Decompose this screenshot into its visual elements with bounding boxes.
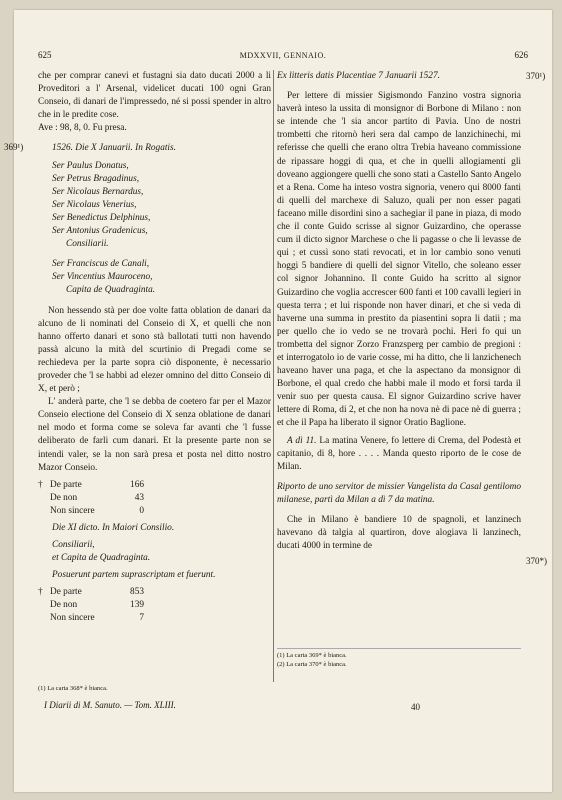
- margin-note: 370*): [526, 556, 547, 566]
- name-entry: Ser Benedictus Delphinus,: [52, 212, 151, 223]
- vote-row: De non 43: [50, 492, 144, 503]
- name-entry: Ser Antonius Gradenicus,: [52, 226, 148, 237]
- dagger-icon: †: [38, 479, 43, 490]
- footnote-left: [38, 684, 271, 693]
- paragraph: [277, 435, 521, 474]
- margin-note: 369¹): [4, 142, 24, 152]
- paragraph: Per lettere di missier Sigismondo Fanzino vostra signoria haverà inteso la ussita di monsignor di Borbone di Milano : non se intende che 'l sia ancor partito di Pavia. Uno de nostri trombetti che ritornò heri sera dal campo de lanzichinechi, mi referisse che quelli che erano oltra Trebia haveano commissione de ripassare hoggi di qua, et che in quelli allogiamenti gli doveano aggiongere quelli che sono stati a Castello Santo Angelo et a Rena. Come ha inteso vostra signoria, venero qui 8000 fanti di quelli del marchexe di Saluzo, quali per non esser pagati faceano mille disordini sino a sachegiar il pane in piaza, di modo che il conte Guido scrisse al signor Guizardino, che operasse cum il dicto signor Marchese o che li pagasse o che li levasse de qui ; et cussì sono stati revocati, et in lor cambio sono venuti hoggi 5 bandiere di quelli del signor Vitello, che soleano esser col signor Johannino. Il conte Guido ha scritto al signor Guizardino che voglia accrescer 600 fanti et 100 cavalli legieri in questa terra ; et lui risponde non haver dinari, et che si veda di haverne una summa in prestito da piasentini sopra li datii ; ma per quello che io vedo se ne trovarà pochi. Heri fo qui un trombetta del signor Zorzo Franzsperg per cambio de pregioni : et interrogatolo io de varie cosse, mi ha ditto, che li lanzichenech haveano haver una paga, et che la aspectano da monsignor di Borbone, el qual credo che habbi male il modo et forsi tarda il venir suo per questa causa. El signor Guizardino scrive haver lettere di Roma, di 2, et che non ha nova nè di pace nè di guerra ; et che il Papa ha liberato il signor Oratio Baglione.: [277, 91, 521, 429]
- name-entry: et Capita de Quadraginta.: [52, 552, 151, 563]
- footnotes-right: [277, 648, 521, 669]
- column-divider: [273, 70, 274, 682]
- page-number-left: 625: [38, 50, 52, 60]
- name-entry: Ser Nicolaus Bernardus,: [52, 186, 144, 197]
- margin-note: 370¹): [526, 71, 546, 81]
- name-entry: Consiliarii.: [66, 239, 109, 250]
- tally-line: Ave : 98, 8, 0. Fu presa.: [38, 123, 127, 134]
- names-list-councillors: [38, 160, 271, 252]
- footnote: (1) La carta 369* è bianca.: [277, 652, 347, 659]
- name-entry: Capita de Quadraginta.: [66, 285, 156, 296]
- vote-tally-1: [38, 479, 271, 518]
- names-list-capita: [38, 258, 271, 297]
- posuerunt-line: Posuerunt partem suprascriptam et fuerunt.: [52, 570, 216, 580]
- vote-tally-2: [38, 586, 271, 625]
- page-number: 40: [411, 702, 420, 712]
- name-entry: Ser Vincentius Mauroceno,: [52, 272, 153, 283]
- name-entry: Ser Paulus Donatus,: [52, 160, 129, 171]
- right-column: [277, 70, 521, 553]
- running-title: MDXXVII, GENNAIO.: [239, 51, 327, 60]
- vote-row: † De parte 853: [50, 586, 271, 599]
- paragraph: L' anderà parte, che 'l se debba de coetero far per el Mazor Conseio electione del Conseio di X senza oblatione de danari nel modo et forma come se soleva far avanti che 'l fusse deliberato de farli cum danari. Et la presente parte non se intendi valer, se la non sarà presa et posta nel ditto nostro Mazor Conseio.: [38, 397, 271, 473]
- paragraph-text: La matina Venere, fo lettere di Crema, del Podestà et capitanio, di 8, hore . . . . Manda questo riporto de le cose de Milan.: [277, 435, 521, 472]
- name-entry: Ser Nicolaus Venerius,: [52, 199, 137, 210]
- letter-heading: Ex litteris datis Placentiae 7 Januarii 1527.: [277, 71, 440, 81]
- page-number-right: 626: [514, 50, 528, 60]
- dagger-icon: †: [38, 587, 43, 598]
- names-list-consiliarii: [38, 539, 271, 565]
- page-header: [14, 50, 552, 64]
- vote-row: † De parte 166: [50, 479, 271, 492]
- left-column: [38, 70, 271, 625]
- signature-line: I Diarii di M. Sanuto. — Tom. XLIII.: [44, 700, 176, 710]
- name-entry: Ser Petrus Bragadinus,: [52, 173, 140, 184]
- footnote: (1) La carta 368* è bianca.: [38, 685, 108, 692]
- paragraph: Che in Milano è bandiere 10 de spagnoli, et lanzinech havevano dà talgia al quartiron, dove alogiava li lanzinech, ducati 4000 in termine de: [277, 515, 521, 552]
- paragraph: che per comprar canevi et fustagni sia dato ducati 2000 a li Proveditori a l' Arsenal, videlicet ducati 100 ogni Gran Conseio, di danari de l'impressedo, né si possi spender in altro che in le predite cose.: [38, 71, 271, 121]
- name-entry: Ser Franciscus de Canali,: [52, 259, 150, 270]
- document-page: [4, 10, 552, 792]
- report-heading: Riporto de uno servitor de missier Vangelista da Casal gentilomo milanese, partì da Milan a dì 7 da matina.: [277, 481, 521, 505]
- vote-row: Non sincere 0: [50, 505, 144, 516]
- vote-row: Non sincere 7: [50, 613, 144, 624]
- footnote: (2) La carta 370* è bianca.: [277, 661, 347, 668]
- section-heading: Die XI dicto. In Maiori Consilio.: [52, 522, 175, 533]
- name-entry: Consiliarii,: [52, 539, 95, 550]
- section-heading: 1526. Die X Januarii. In Rogatis.: [52, 143, 176, 154]
- paragraph: Non hessendo stà per doe volte fatta oblation de danari da alcuno de li nominati del Conseio di X, et quelli che non hanno offerto danari et sono stà ballotati tutti non havendo passà alcuno la mità del scurtinio di Pregadi come se rechiedeva per la parte sopra ciò disponente, è necessario proveder che 'l se habbi ad elezer omnino del ditto Conseio di X, et però ;: [38, 305, 271, 395]
- date-lead: A dì 11.: [287, 435, 317, 446]
- vote-row: De non 139: [50, 600, 144, 611]
